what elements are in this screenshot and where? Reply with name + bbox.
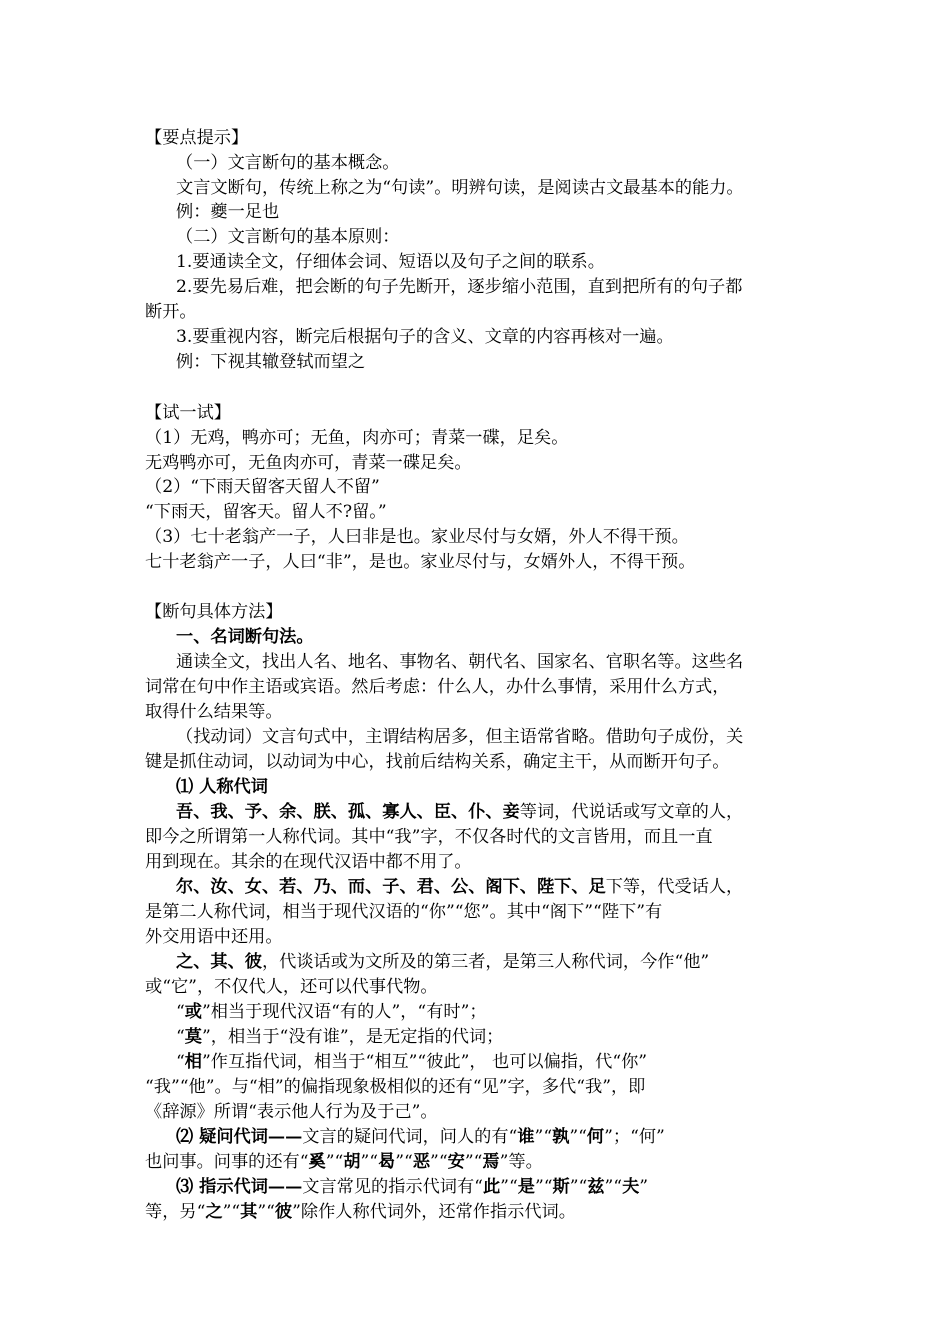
principle-2: 2.要先易后难，把会断的句子先断开，逐步缩小范围，直到把所有的句子都 xyxy=(176,277,743,297)
paragraph: 键是抓住动词，以动词为中心，找前后结构关系，确定主干，从而断开句子。 xyxy=(145,752,730,772)
heading-methods: 【断句具体方法】 xyxy=(145,602,283,622)
exercise-2-answer: “下雨天，留客天。留人不?留。” xyxy=(145,502,387,522)
paragraph: 尔、汝、女、若、乃、而、子、君、公、阁下、陛下、足下等，代受话人， xyxy=(176,877,744,897)
principle-2-cont: 断开。 xyxy=(145,302,197,322)
paragraph: 即今之所谓第一人称代词。其中“我”字，不仅各时代的文言皆用，而且一直 xyxy=(145,827,713,847)
paragraph: 外交用语中还用。 xyxy=(145,927,283,947)
paragraph-demonstrative: ⑶ 指示代词——文言常见的指示代词有“此”“是”“斯”“兹”“夫” xyxy=(176,1177,649,1197)
subsection-personal-pronouns: ⑴ 人称代词 xyxy=(176,777,268,797)
example: 例：夔一足也 xyxy=(176,202,280,222)
paragraph: “相”作互指代词，相当于“相互”“彼此”， 也可以偏指，代“你” xyxy=(176,1052,648,1072)
heading-try: 【试一试】 xyxy=(145,403,231,423)
method-title: 一、名词断句法。 xyxy=(176,627,314,647)
example: 例：下视其辙登轼而望之 xyxy=(176,352,366,372)
principle-3: 3.要重视内容，断完后根据句子的含义、文章的内容再核对一遍。 xyxy=(176,327,674,347)
exercise-2: （2）“下雨天留客天留人不留” xyxy=(145,477,380,497)
paragraph: 或“它”，不仅代人，还可以代事代物。 xyxy=(145,977,438,997)
exercise-3-answer: 七十老翁产一子，人曰“非”，是也。家业尽付与，女婿外人，不得干预。 xyxy=(145,552,696,572)
exercise-1: （1）无鸡，鸭亦可；无鱼，肉亦可；青菜一碟，足矣。 xyxy=(145,428,569,448)
paragraph: “我”“他”。与“相”的偏指现象极相似的还有“见”字，多代“我”，即 xyxy=(145,1077,646,1097)
paragraph: 用到现在。其余的在现代汉语中都不用了。 xyxy=(145,852,472,872)
exercise-1-answer: 无鸡鸭亦可，无鱼肉亦可，青菜一碟足矣。 xyxy=(145,453,472,473)
paragraph: 通读全文，找出人名、地名、事物名、朝代名、国家名、官职名等。这些名 xyxy=(176,652,744,672)
paragraph: 也问事。问事的还有“奚”“胡”“曷”“恶”“安”“焉”等。 xyxy=(145,1152,543,1172)
paragraph: （找动词）文言句式中，主谓结构居多，但主语常省略。借助句子成份，关 xyxy=(176,727,744,747)
principle-1: 1.要通读全文，仔细体会词、短语以及句子之间的联系。 xyxy=(176,252,605,272)
paragraph: “或”相当于现代汉语“有的人”，“有时”； xyxy=(176,1002,487,1022)
subheading-principles: （二）文言断句的基本原则： xyxy=(176,227,400,247)
subheading-concept: （一）文言断句的基本概念。 xyxy=(176,153,400,173)
paragraph: “莫”，相当于“没有谁”，是无定指的代词； xyxy=(176,1027,504,1047)
exercise-3: （3）七十老翁产一子，人曰非是也。家业尽付与女婿，外人不得干预。 xyxy=(145,527,689,547)
paragraph-interrogative: ⑵ 疑问代词——文言的疑问代词，问人的有“谁”“孰”“何”；“何” xyxy=(176,1127,665,1147)
heading-key-points: 【要点提示】 xyxy=(145,128,249,148)
paragraph: 文言文断句，传统上称之为“句读”。明辨句读，是阅读古文最基本的能力。 xyxy=(176,178,744,198)
paragraph: 词常在句中作主语或宾语。然后考虑：什么人，办什么事情，采用什么方式， xyxy=(145,677,730,697)
paragraph: 等，另“之”“其”“彼”除作人称代词外，还常作指示代词。 xyxy=(145,1202,576,1222)
paragraph: 取得什么结果等。 xyxy=(145,702,283,722)
paragraph: 吾、我、予、余、朕、孤、寡人、臣、仆、妾等词，代说话或写文章的人， xyxy=(176,802,744,822)
paragraph: 是第二人称代词，相当于现代汉语的“你”“您”。其中“阁下”“陛下”有 xyxy=(145,902,663,922)
paragraph: 《辞源》所谓“表示他人行为及于己”。 xyxy=(145,1102,438,1122)
paragraph: 之、其、彼，代谈话或为文所及的第三者，是第三人称代词，今作“他” xyxy=(176,952,710,972)
